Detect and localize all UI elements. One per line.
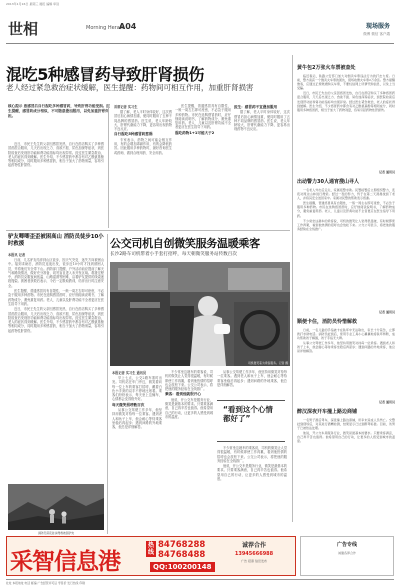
sidebar-text-2-cont: 医生提醒，普通感冒具有自限性，一般一周左右即可痊愈，不必急于服用多种药物。市民在选购感冒药时，应仔细阅读说明书，了解药物成分，避免重复用药。老人、儿童以及肝肾功能不全者更应在医生指导下用药。	[297, 201, 395, 218]
lead-headline: 混吃5种感冒药导致肝肾损伤	[6, 65, 204, 84]
ad-right-panel	[215, 540, 293, 574]
lead-body-col-3	[175, 104, 231, 230]
sidebar-text-4: 一名男子酒后驾车，深夜撞上路边商铺，所幸未造成人员伤亡。交警赶到现场后，对其进行酒精检测，结果显示已达到醉驾标准。目前，该男子已被依法处理。	[297, 418, 395, 431]
ad-brand: 采智信息港	[10, 549, 120, 575]
second-headline: 公交司机自创微笑服务温暖乘客	[110, 237, 260, 250]
second-subhead-2: 乘客：看到他就很开心	[165, 392, 201, 397]
lead-lede: 核心提示 患感冒后自行混吃多种感冒药，导致肝肾功能受损。医生提醒，感冒药成分相似，不可随意叠加服用，以免加重肝肾负担。	[8, 104, 110, 118]
sidebar-title-1: 黄牛包2万张火车票被查处	[297, 65, 356, 71]
sidebar-byline-1: 记者 通讯员	[378, 170, 395, 174]
rescue-photo-image	[8, 484, 104, 530]
sidebar-text-2-cont-2: 不少常坐这趟车的乘客说，司机的微笑让人觉得很温暖，有时候即使工作再累，看到他热情的招呼也会放松下来。公交公司表示，将把他的服务经验在全线推广。	[297, 218, 395, 231]
left-story-photo	[8, 484, 104, 530]
sidebar-text-1: 临近春运，铁路公安部门加大对倒卖车票违法行为的打击力度。日前，警方查获一个倒卖火车票的团伙，现场收缴火车票2万余张。警方提醒旅客，应通过正规渠道购买车票，不要轻信网上所谓代购信息，以免上当受骗。	[297, 74, 395, 91]
second-body-5: 从事公交驾驶工作多年，他坚持用微笑对待每一位乘客。遇到老人和孩子上车，他会耐心等待乘客坐稳后再起步；遇到问路的外地乘客，他总是详细解答。	[217, 370, 287, 387]
sidebar-body-4	[297, 418, 395, 478]
ad-right-subtitle: 广告 招商 信息发布	[241, 559, 267, 563]
side-ad-subtitle: 诚邀各界合作	[337, 551, 356, 555]
lead-subhead-2: 医生：感冒药不宜叠加服用	[234, 105, 278, 109]
second-body-col-3-top	[217, 370, 287, 398]
column-divider	[107, 234, 108, 534]
second-body-col-1	[112, 376, 162, 534]
ad-qq: QQ:100200148	[150, 562, 215, 572]
sidebar-title-4: 醉汉深夜开车撞上路边商铺	[297, 409, 358, 415]
service-box	[336, 21, 390, 39]
ad-right-phone: 13945666988	[234, 551, 274, 557]
lead-body-3: 医生提醒，普通感冒具有自限性，一般一周左右即可痊愈，不必急于服用多种药物。市民在选购感冒药时，应仔细阅读说明书，了解药物成分，避免重复用药。老人、儿童以及肝肾功能不全者更应在医生指导下用药。	[175, 104, 231, 130]
ad-right-title: 诚荐合作	[241, 542, 266, 549]
sidebar-title-3: 顺便卡住，消防员怜惜解救	[297, 319, 358, 325]
top-metadata-strip: 2013年1月16日 星期三 晨报 编辑 审读	[6, 2, 60, 6]
second-body-6: 不少常坐这趟车的乘客说，司机的微笑让人觉得很温暖，有时候即使工作再累，看到他热情的招呼也会放松下来。公交公司表示，将把他的服务经验在全线推广。	[217, 446, 287, 463]
left-story-body	[8, 258, 104, 482]
page-number: A04	[119, 22, 137, 31]
lead-body-col-1	[8, 142, 104, 228]
side-ad-title: 广告专线	[336, 542, 357, 548]
right-sidebar	[292, 55, 395, 522]
sidebar-body-2	[297, 188, 395, 310]
left-story-text: 日前，几名驴友结伴到山区徒步，因天气突变、迷失方向被困山中。接到求助后，消防员连夜出发，徒步近10小时才找到被困人员，并将他们安全带下山。消防部门提醒，户外活动前应提前了解天气和路线情况，做好充分准备，切勿盲目进入未开发区域。救援过程中，消防员克服夜间低温、山路湿滑等困难，沿着驴友提供的线索逐段搜索。被困者获救后表示，今后一定吸取教训，结伴出行时注意安全。	[8, 258, 104, 288]
second-body-col-2	[165, 370, 213, 534]
service-title: 现场服务	[365, 23, 390, 30]
lead-body-col-2	[114, 110, 172, 230]
second-body-4: 他说，开公交车是服务行业，微笑是最基本的要求。只要乘客满意，自己再辛苦也值得。他希望用自己的行动，让更多的人感受到城市的温度。	[165, 397, 213, 419]
page-header	[6, 18, 394, 44]
sidebar-body-1	[297, 74, 395, 170]
section-divider	[6, 230, 290, 231]
second-body-7: 他说，开公交车是服务行业，微笑是最基本的要求。只要乘客满意，自己再辛苦也值得。他希望用自己的行动，让更多的人感受到城市的温度。	[217, 464, 287, 482]
sidebar-byline-3: 记者 通讯员	[378, 400, 395, 404]
sidebar-text-3-cont: 从事公交驾驶工作多年，他坚持用微笑对待每一位乘客。遇到老人和孩子上车，他会耐心等待乘客坐稳后再起步；遇到问路的外地乘客，他总是详细解答。	[297, 341, 395, 354]
ad-phone-numbers	[158, 540, 205, 560]
lead-body-col-4	[234, 104, 290, 230]
second-subhead-1: 每天微笑招呼数百次	[112, 402, 145, 407]
sidebar-title-2: 出动警力30人通宵搜山寻人	[297, 179, 359, 185]
sidebar-text-1-cont: 近日，市民王先生的父亲因感冒发热，自行在药店购买了多种感冒药混合服用，几天后出现乏力、食欲不振、尿色加深等症状，到医院检查后发现肝功能和肾功能指标均出现异常。经过医生紧急救治，老人的症状得到缓解。医生介绍，不少感冒药中都含有对乙酰氨基酚等相同成分，同时服用多种感冒药，相当于加大了药物剂量，容易引起药物性肝损伤。	[297, 91, 395, 112]
left-story-text-cont-2: 近日，市民王先生的父亲因感冒发热，自行在药店购买了多种感冒药混合服用，几天后出现乏力、食欲不振、尿色加深等症状，到医院检查后发现肝功能和肾功能指标均出现异常。经过医生紧急救治，老人的症状得到缓解。医生介绍，不少感冒药中都含有对乙酰氨基酚等相同成分，同时服用多种感冒药，相当于加大了药物剂量，容易引起药物性肝损伤。	[8, 307, 104, 333]
left-story-title: 驴友唧唧歪歪被困高山 消防员徒步10小时救援	[8, 234, 104, 247]
lead-body-1: 近日，市民王先生的父亲因感冒发热，自行在药店购买了多种感冒药混合服用，几天后出现乏力、食欲不振、尿色加深等症状，到医院检查后发现肝功能和肾功能指标均出现异常。经过医生紧急救治，老人的症状得到缓解。医生介绍，不少感冒药中都含有对乙酰氨基酚等相同成分，同时服用多种感冒药，相当于加大了药物剂量，容易引起药物性肝损伤。	[8, 142, 104, 168]
service-subtitle: 微博 微信 客户端	[363, 32, 390, 36]
side-advertisement[interactable]	[300, 536, 394, 576]
ad-phone-1: 84768288	[158, 540, 206, 550]
second-body-3: 不少常坐这趟车的乘客说，司机的微笑让人觉得很温暖，有时候即使工作再累，看到他热情的招呼也会放松下来。公交公司表示，将把他的服务经验在全线推广。	[165, 370, 213, 392]
second-body-1: 早上七点，公交2路车准时出发。司机站在车门旁边，微笑着向每一位上车的乘客打招呼，戴着白色小手套的双手不停地比划着。乘客们纷纷表示，每天坐上这辆车，心情都会变得格外好。	[112, 376, 162, 402]
sidebar-body-3	[297, 328, 395, 400]
bus-driver-photo	[110, 262, 290, 366]
lead-byline: 首席记者 实习生	[114, 105, 138, 109]
left-story-text-cont: 医生提醒，普通感冒具有自限性，一般一周左右即可痊愈，不必急于服用多种药物。市民在选购感冒药时，应仔细阅读说明书，了解药物成分，避免重复用药。老人、儿童以及肝肾功能不全者更应在医生指导下用药。	[8, 289, 104, 306]
pull-quote-text: “看到这个心情都好了”	[223, 405, 273, 423]
sidebar-text-4-cont: 他说，开公交车是服务行业，微笑是最基本的要求。只要乘客满意，自己再辛苦也值得。他希望用自己的行动，让更多的人感受到城市的温度。	[297, 431, 395, 444]
left-story-photo-caption: 消防员深夜徒步搜救被困驴友	[37, 531, 75, 535]
sidebar-text-2: 一名老人外出后走失，家属报警求助。民警接警后立即组织警力，连夜对周边山林进行搜索。经过一夜的努力，终于在第二天清晨找到了老人，并将其安全送回家中。家属对民警的帮助表示感谢。	[297, 188, 395, 201]
ad-phone-2: 84768488	[158, 550, 206, 560]
left-story-byline: 本报讯 记者	[8, 253, 26, 257]
photo-caption: 司机微笑着为乘客服务。记者 摄	[247, 361, 288, 365]
advertisement-banner[interactable]	[6, 536, 296, 576]
lead-body-1-cont: 据了解，老人平时身体较好，这次感冒后担心病情加重，便同时服用了五种不同品牌的感冒药。医生说，老人年龄较大，肝肾代谢能力下降，更容易出现药物不良反应。	[114, 110, 172, 132]
second-byline: 本报记者 实习生 通讯员	[112, 371, 147, 375]
pull-quote	[217, 400, 285, 442]
paper-name: Morning Herald	[86, 25, 125, 31]
column-divider	[108, 104, 109, 228]
lead-subhead: 老人经过紧急救治症状缓解，医生提醒：药物间可相互作用，加重肝肾损害	[6, 83, 254, 92]
sidebar-text-3: 日前，一名儿童的手指被卡在铁环中无法取出，家长十分着急，立即拨打求助电话。消防员赶到后，使用专业工具小心翼翼地将铁环剪断，成功帮助孩子解围，孩子手指无大碍。	[297, 328, 395, 341]
section-title: 世相	[8, 20, 39, 38]
ad-hotline-label: 热线	[147, 542, 154, 556]
lead-body-4: 据了解，老人平时身体较好，这次感冒后担心病情加重，便同时服用了五种不同品牌的感冒药。医生说，老人年龄较大，肝肾代谢能力下降，更容易出现药物不良反应。	[234, 110, 290, 132]
bus-interior-image	[110, 262, 290, 366]
sidebar-byline-2: 记者 通讯员	[378, 310, 395, 314]
lead-body-2: 专家表示，药物之间可能会相互作用，有的会增加毒副作用，有的会降低药效。因此服用多种药物时，最好咨询医生或药师，做到合理用药、安全用药。	[114, 137, 172, 155]
second-body-col-3-bottom	[217, 446, 287, 534]
page-footer: 社址 本报地址 电话 邮编 广告经营许可证 零售价 发行热线 印刷	[6, 579, 394, 585]
second-body-2: 从事公交驾驶工作多年，他坚持用微笑对待每一位乘客。遇到老人和孩子上车，他会耐心等待乘客坐稳后再起步；遇到问路的外地乘客，他总是详细解答。	[112, 408, 162, 430]
lead-subhead-3: 混吃药物1+1可能大于2	[175, 130, 215, 135]
lead-subhead-1: 自行混吃5种感冒药惹祸	[114, 132, 153, 137]
second-subhead: 长沙2路车司机带着小手套打招呼，每天朝微笑服务站传数百次	[110, 252, 237, 257]
